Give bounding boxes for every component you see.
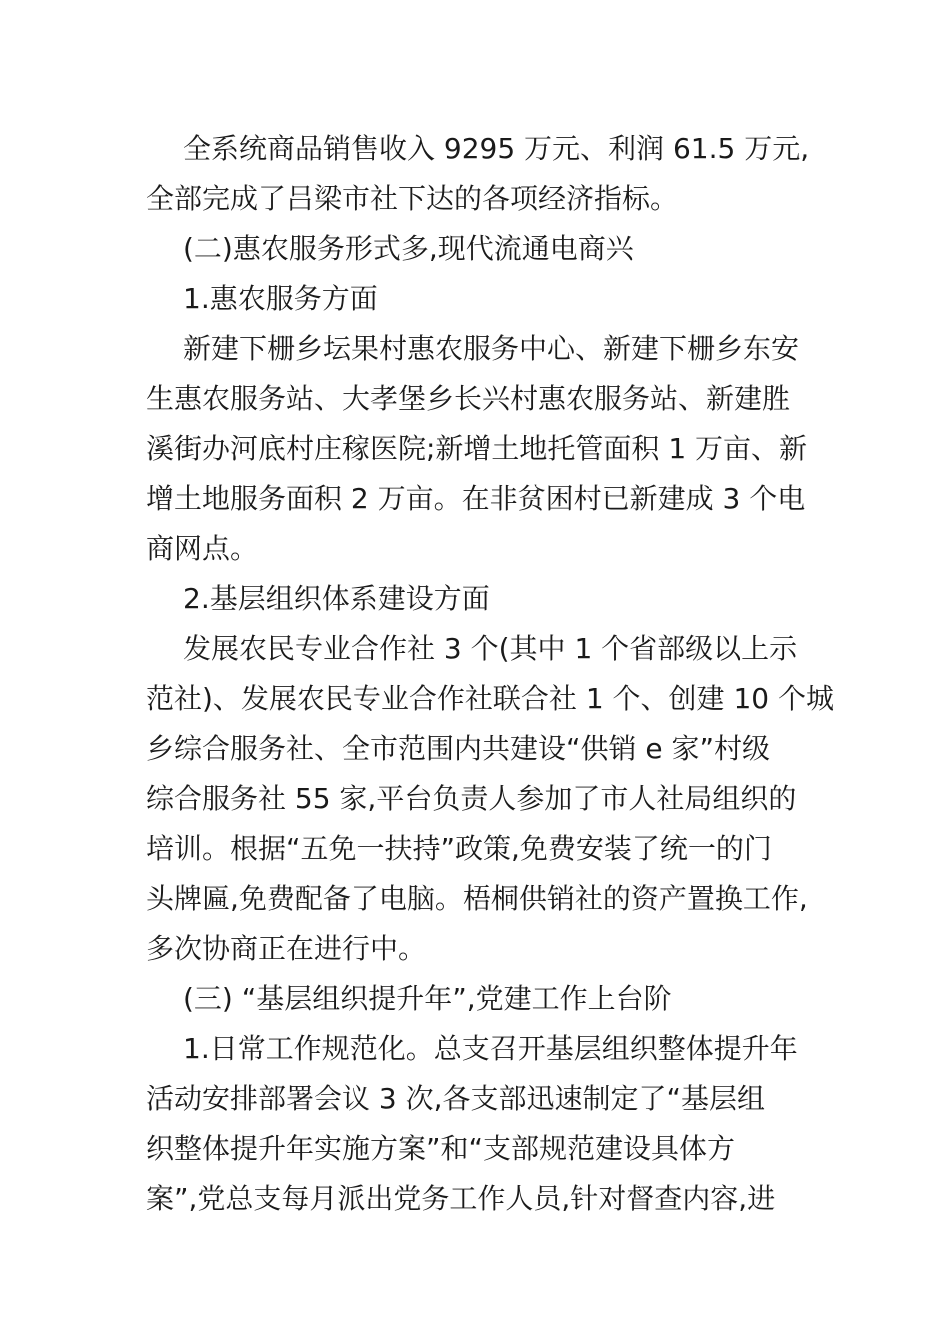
paragraph-line: 增土地服务面积 2 万亩。在非贫困村已新建成 3 个电 [146,482,806,515]
paragraph-line: 头牌匾,免费配备了电脑。梧桐供销社的资产置换工作, [146,882,808,915]
paragraph-line: 案”,党总支每月派出党务工作人员,针对督查内容,进 [146,1182,776,1215]
paragraph-line: 范社)、发展农民专业合作社联合社 1 个、创建 10 个城 [146,682,834,715]
section-heading: (二)惠农服务形式多,现代流通电商兴 [183,232,634,265]
subsection-heading: 1.惠农服务方面 [183,282,378,315]
paragraph-line: 商网点。 [146,532,259,565]
subsection-heading: 2.基层组织体系建设方面 [183,582,490,615]
paragraph-line: 活动安排部署会议 3 次,各支部迅速制定了“基层组 [146,1082,766,1115]
paragraph-line: 全系统商品销售收入 9295 万元、利润 61.5 万元, [183,132,810,165]
paragraph-line: 多次协商正在进行中。 [146,932,427,965]
paragraph-line: 新建下栅乡坛果村惠农服务中心、新建下栅乡东安 [183,332,800,365]
paragraph-line: 全部完成了吕梁市社下达的各项经济指标。 [146,182,679,215]
paragraph-line: 生惠农服务站、大孝堡乡长兴村惠农服务站、新建胜 [146,382,791,415]
paragraph-line: 乡综合服务社、全市范围内共建设“供销 e 家”村级 [146,732,771,765]
paragraph-line: 织整体提升年实施方案”和“支部规范建设具体方 [146,1132,736,1165]
paragraph-line: 1.日常工作规范化。总支召开基层组织整体提升年 [183,1032,798,1065]
body-text [146,124,834,1224]
section-heading: (三) “基层组织提升年”,党建工作上台阶 [183,982,672,1015]
paragraph-line: 溪街办河底村庄稼医院;新增土地托管面积 1 万亩、新 [146,432,808,465]
paragraph-line: 发展农民专业合作社 3 个(其中 1 个省部级以上示 [183,632,798,665]
paragraph-line: 综合服务社 55 家,平台负责人参加了市人社局组织的 [146,782,797,815]
paragraph-line: 培训。根据“五免一扶持”政策,免费安装了统一的门 [146,832,772,865]
